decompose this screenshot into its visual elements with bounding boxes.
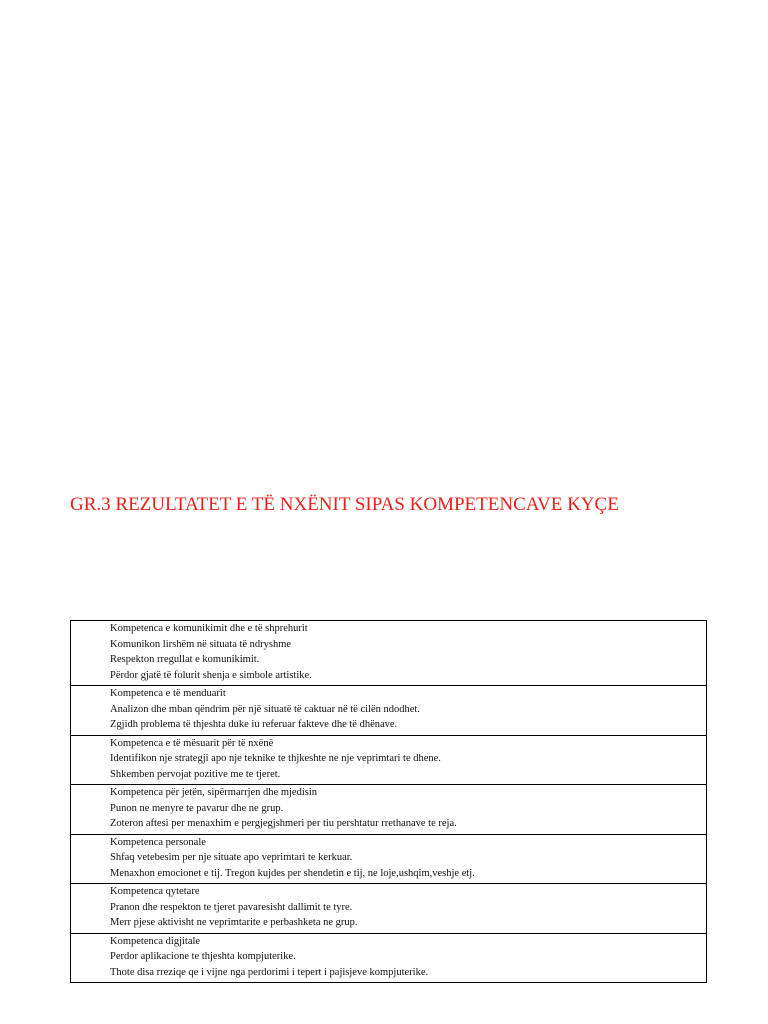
- competence-heading: Kompetenca digjitale: [110, 935, 201, 947]
- competence-outcome: Shfaq vetebesim per nje situate apo veprimtari te kerkuar.: [110, 852, 353, 863]
- competence-outcome: Zoteron aftesi per menaxhim e pergjegjshmeri per tiu pershtatur rrethanave te reja.: [110, 818, 457, 829]
- competence-heading: Kompetenca e të menduarit: [110, 688, 226, 699]
- competence-outcome: Menaxhon emocionet e tij. Tregon kujdes per shendetin e tij, ne loje,ushqim,veshje etj.: [110, 867, 475, 879]
- competence-outcome: Shkemben pervojat pozitive me te tjeret.: [110, 768, 281, 780]
- table-row: [71, 933, 707, 983]
- competence-outcome: Përdor gjatë të folurit shenja e simbole artistike.: [110, 669, 312, 681]
- competence-outcome: Pranon dhe respekton te tjeret pavaresisht dallimit te tyre.: [110, 901, 353, 913]
- table-row: [71, 735, 707, 785]
- competence-cell-thinking: [71, 686, 707, 736]
- competence-cell-personal: [71, 834, 707, 884]
- competence-heading: Kompetenca për jetën, sipërmarrjen dhe mjedisin: [110, 787, 318, 798]
- competence-outcome: Thote disa rreziqe qe i vijne nga perdorimi i tepert i pajisjeve kompjuterike.: [110, 966, 429, 978]
- table-row: [71, 785, 707, 835]
- table-row: [71, 834, 707, 884]
- page-title: GR.3 REZULTATET E TË NXËNIT SIPAS KOMPETENCAVE KYÇE: [70, 494, 619, 515]
- competence-outcome: Merr pjese aktivisht ne veprimtarite e perbashketa ne grup.: [110, 917, 358, 928]
- competence-heading: Kompetenca e komunikimit dhe e të shprehurit: [110, 623, 308, 634]
- competence-heading: Kompetenca personale: [110, 836, 206, 848]
- competence-cell-digital: [71, 933, 707, 983]
- competence-cell-learning: [71, 735, 707, 785]
- competence-heading: Kompetenca qytetare: [110, 886, 200, 897]
- competence-heading: Kompetenca e të mësuarit për të nxënë: [110, 737, 274, 749]
- competence-outcome: Punon ne menyre te pavarur dhe ne grup.: [110, 802, 284, 814]
- competence-outcome: Analizon dhe mban qëndrim për një situatë të caktuar në të cilën ndodhet.: [110, 703, 420, 715]
- competences-table: [70, 620, 707, 983]
- competence-cell-communication: [71, 621, 707, 686]
- competence-outcome: Respekton rregullat e komunikimit.: [110, 654, 260, 665]
- table-row: [71, 884, 707, 934]
- competence-outcome: Komunikon lirshëm në situata të ndryshme: [110, 638, 292, 650]
- competence-outcome: Perdor aplikacione te thjeshta kompjuterike.: [110, 951, 296, 962]
- table-row: [71, 686, 707, 736]
- competence-outcome: Zgjidh problema të thjeshta duke iu referuar fakteve dhe të dhënave.: [110, 719, 398, 730]
- competence-outcome: Identifikon nje strategji apo nje teknike te thjkeshte ne nje veprimtari te dhene.: [110, 753, 441, 764]
- competence-cell-civic: [71, 884, 707, 934]
- table-row: [71, 621, 707, 686]
- competence-cell-life-enterprise-environment: [71, 785, 707, 835]
